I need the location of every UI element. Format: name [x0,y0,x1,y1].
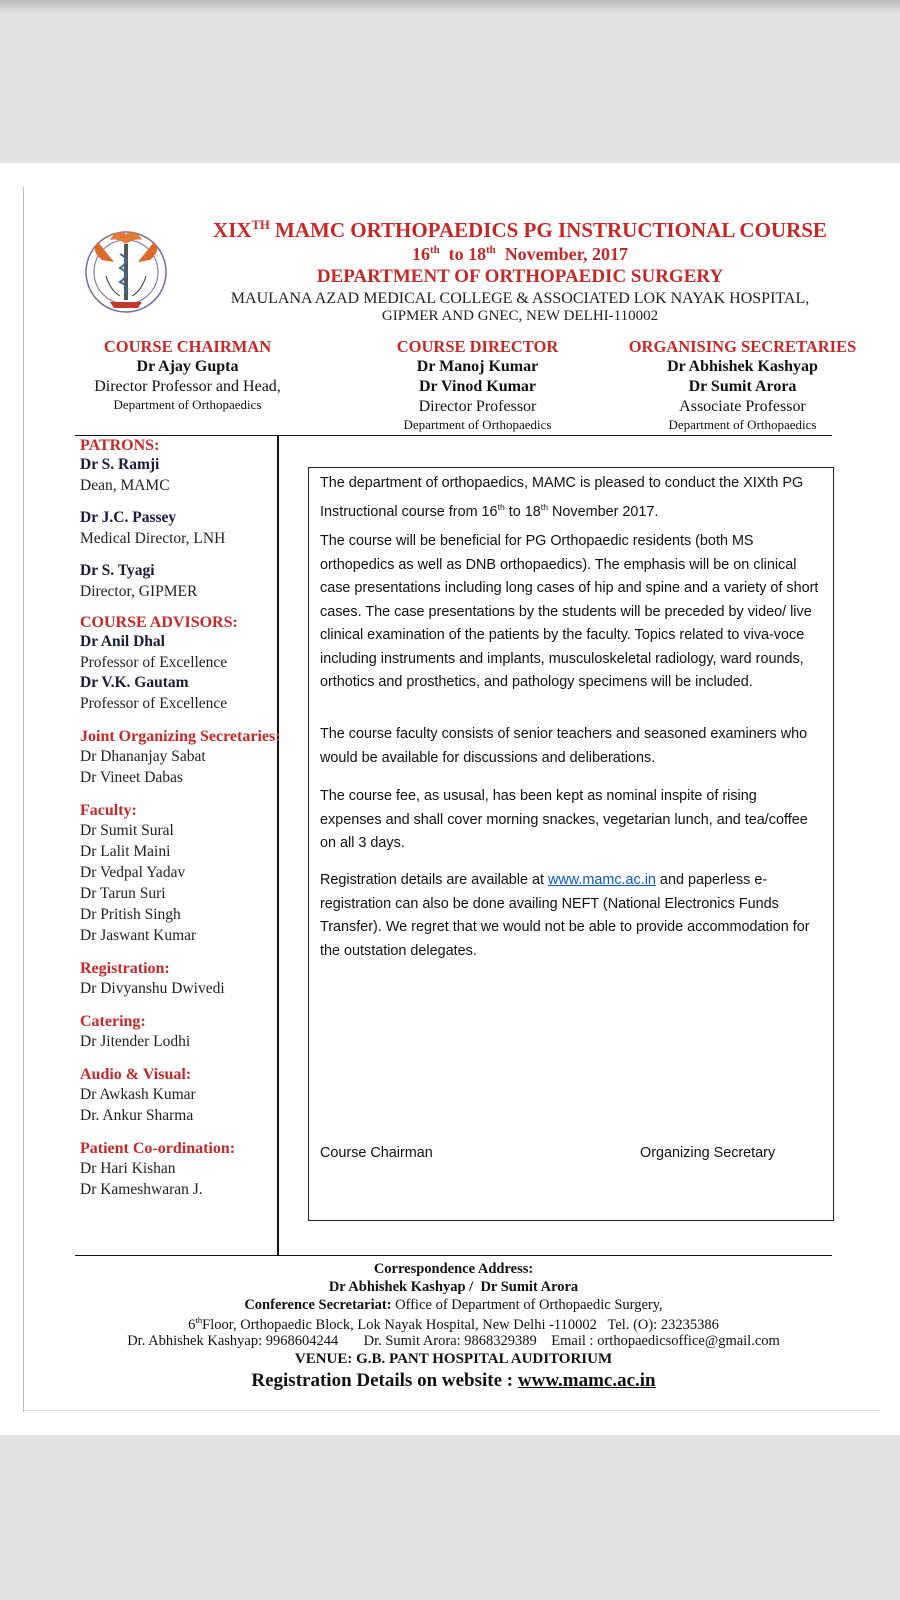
secretary-name-2: Dr Sumit Arora [688,378,797,395]
faculty-member: Dr Tarun Suri [80,885,166,902]
faculty-member: Dr Lalit Maini [80,843,171,860]
venue-line: VENUE: G.B. PANT HOSPITAL AUDITORIUM [294,1351,613,1367]
director-name-1: Dr Manoj Kumar [416,358,539,375]
chairman-name: Dr Ajay Gupta [136,358,239,375]
patrons-heading: PATRONS: [80,437,160,454]
sign-organizing-secretary: Organizing Secretary [640,1145,776,1161]
patient-coordination-heading: Patient Co-ordination: [80,1140,236,1157]
address-line: 6thFloor, Orthopaedic Block, Lok Nayak Hospital, New Delhi -110002 Tel. (O): 23235386 [188,1315,719,1333]
director-heading: COURSE DIRECTOR [396,337,559,356]
audio-visual-member: Dr. Ankur Sharma [80,1107,194,1124]
joint-secretaries-heading: Joint Organizing Secretaries: [80,728,281,745]
chairman-dept: Department of Orthopaedics [113,397,262,412]
course-chairman-block [85,337,290,413]
secretary-name-1: Dr Abhishek Kashyap [667,358,818,375]
audio-visual-member: Dr Awkash Kumar [80,1086,196,1103]
page-edge-left [23,187,24,1412]
paragraph-benefits: The course will be beneficial for PG Orthopaedic residents (both MS orthopedics as well as DNB orthopaedics). The emphasis will be on clinical case presentations including long cases of hip and spine and a variety of short cases. The case presentations by the students will be preceded by video/ live clinical examination of the patients by the faculty. Topics related to viva-voce including instruments and implants, musculoskeletal radiology, ward rounds, orthotics and prosthetics, and pathology specimens will be included. [320,533,819,690]
letter-box [308,467,834,1221]
director-dept: Department of Orthopaedics [403,417,552,432]
faculty-member: Dr Jaswant Kumar [80,927,197,944]
patron-role: Dean, MAMC [80,477,170,494]
correspondence-heading: Correspondence Address: [373,1261,534,1277]
secretary-title: Associate Professor [679,398,806,415]
header-divider [75,435,832,436]
college-name: MAULANA AZAD MEDICAL COLLEGE & ASSOCIATED LOK NAYAK HOSPITAL, [230,290,810,307]
secretariat-line: Conference Secretariat: Office of Department of Orthopaedic Surgery, [244,1297,663,1313]
committee-sidebar [80,437,280,1200]
college-address: GIPMER AND GNEC, NEW DELHI-110002 [381,308,659,324]
department-heading: DEPARTMENT OF ORTHOPAEDIC SURGERY [316,266,724,287]
patron-name: Dr S. Tyagi [80,562,155,579]
page-edge-bottom [24,1410,880,1411]
catering-member: Dr Jitender Lodhi [80,1033,191,1050]
advisor-role: Professor of Excellence [80,695,228,712]
advisor-role: Professor of Excellence [80,654,228,671]
chairman-heading: COURSE CHAIRMAN [103,337,272,356]
registration-heading: Registration: [80,960,170,977]
audio-visual-heading: Audio & Visual: [80,1066,192,1083]
faculty-member: Dr Vedpal Yadav [80,864,186,881]
footer-divider [75,1255,832,1256]
faculty-member: Dr Pritish Singh [80,906,181,923]
correspondence-names: Dr Abhishek Kashyap / Dr Sumit Arora [328,1279,579,1295]
patient-coordination-member: Dr Hari Kishan [80,1160,176,1177]
advisors-heading: COURSE ADVISORS: [80,614,238,631]
secretary-dept: Department of Orthopaedics [668,417,817,432]
catering-heading: Catering: [80,1013,146,1030]
joint-secretary: Dr Vineet Dabas [80,769,183,786]
faculty-heading: Faculty: [80,802,137,819]
patron-role: Medical Director, LNH [80,530,226,547]
registration-member: Dr Divyanshu Dwivedi [80,980,225,997]
advisor-name: Dr Anil Dhal [80,633,165,650]
patron-role: Director, GIPMER [80,583,198,600]
paragraph-fee: The course fee, as ususal, has been kept as nominal inspite of rising expenses and shall cover morning snackes, vegetarian lunch, and tea/coffee on all 3 days. [320,788,808,851]
course-dates: 16th to 18th November, 2017 [411,244,629,264]
course-director-block [370,337,585,433]
patient-coordination-member: Dr Kameshwaran J. [80,1181,203,1198]
sign-course-chairman: Course Chairman [320,1145,433,1161]
paragraph-faculty: The course faculty consists of senior teachers and seasoned examiners who would be available for discussions and deliberations. [320,726,808,766]
website-link[interactable]: www.mamc.ac.in [547,872,656,888]
course-title: XIXTH MAMC ORTHOPAEDICS PG INSTRUCTIONAL COURSE [213,218,827,242]
paragraph-intro: The department of orthopaedics, MAMC is pleased to conduct the XIXth PG Instructional course from 16th to 18th November 2017. [320,475,804,520]
paragraph-registration: Registration details are available at www.mamc.ac.in and paperless e-registration can also be done availing NEFT (National Electronics Funds Transfer). We regret that we would not be able to provide accommodation for the outstation delegates. [320,872,810,959]
joint-secretary: Dr Dhananjay Sabat [80,748,206,765]
patron-name: Dr J.C. Passey [80,509,177,526]
organising-secretaries-block [620,337,865,433]
footer-website-link[interactable]: www.mamc.ac.in [517,1370,656,1391]
registration-website-line: Registration Details on website : www.mamc.ac.in [251,1370,656,1391]
director-name-2: Dr Vinod Kumar [418,378,537,395]
patron-name: Dr S. Ramji [80,456,160,473]
director-title: Director Professor [418,398,537,415]
contact-line: Dr. Abhishek Kashyap: 9968604244 Dr. Sumit Arora: 9868329389 Email : orthopaedicsoffice@gmail.com [127,1333,780,1349]
advisor-name: Dr V.K. Gautam [80,674,189,691]
top-shadow [0,0,900,14]
faculty-member: Dr Sumit Sural [80,822,174,839]
secretaries-heading: ORGANISING SECRETARIES [628,337,857,356]
college-emblem-icon [80,220,172,320]
chairman-title: Director Professor and Head, [94,378,281,395]
